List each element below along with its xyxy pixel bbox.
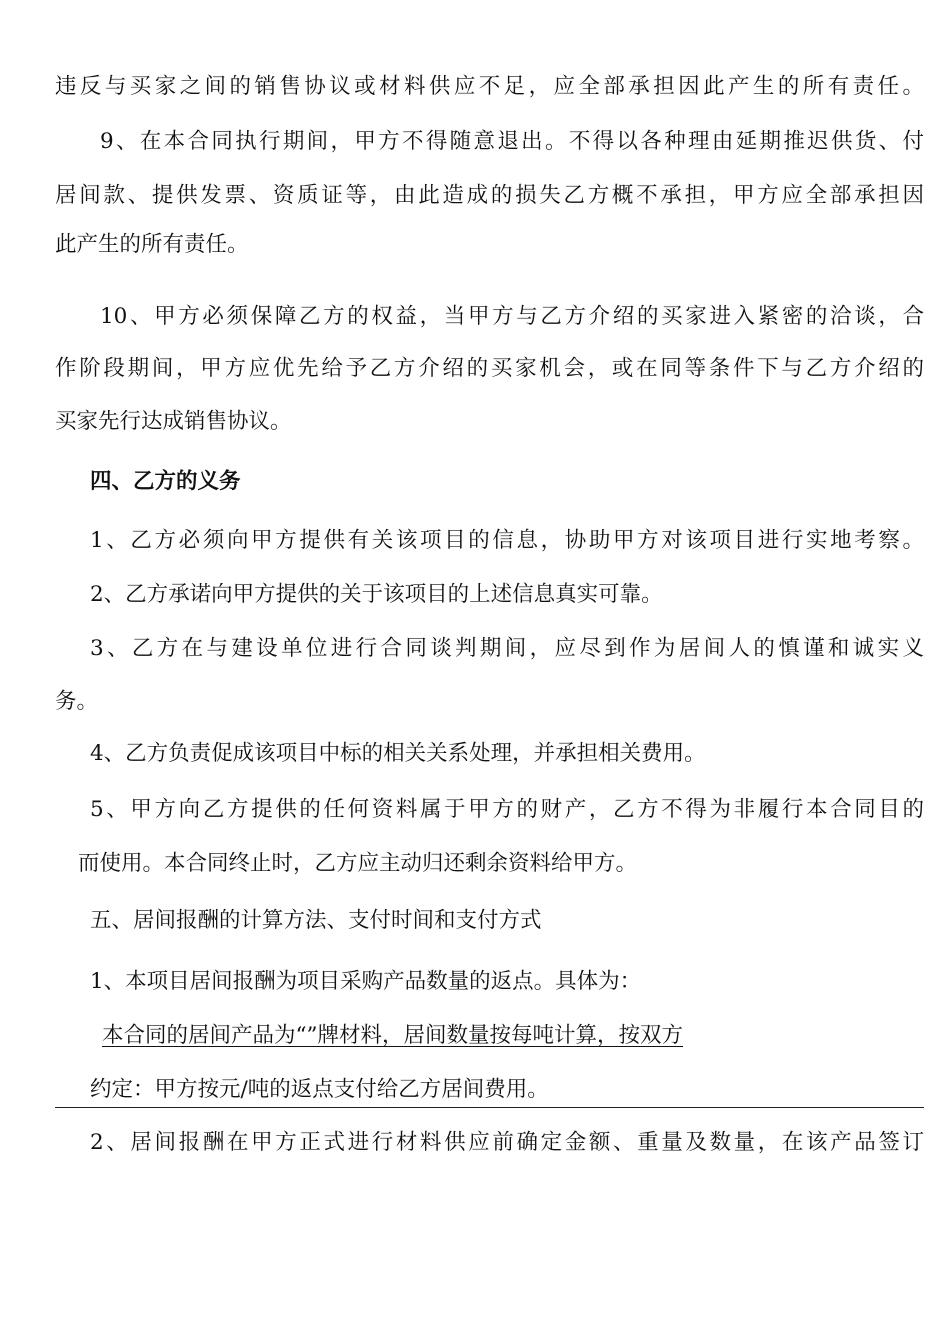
duty-4: 4、乙方负责促成该项目中标的相关关系处理，并承担相关费用。: [90, 741, 706, 766]
duty-1: 1、乙方必须向甲方提供有关该项目的信息，协助甲方对该项目进行实地考察。: [90, 528, 924, 553]
duty-3-line-1: 3、乙方在与建设单位进行合同谈判期间，应尽到作为居间人的慎谨和诚实义: [90, 636, 924, 661]
clause-9-line-2: 居间款、提供发票、资质证等，由此造成的损失乙方概不承担，甲方应全部承担因: [55, 183, 924, 208]
duty-2: 2、乙方承诺向甲方提供的关于该项目的上述信息真实可靠。: [90, 582, 663, 607]
paragraph-line: 违反与买家之间的销售协议或材料供应不足，应全部承担因此产生的所有责任。: [55, 74, 924, 99]
duty-5-line-2: 而使用。本合同终止时，乙方应主动归还剩余资料给甲方。: [78, 851, 638, 876]
section-heading-4: 四、乙方的义务: [90, 469, 241, 494]
section-heading-5: 五、居间报酬的计算方法、支付时间和支付方式: [90, 908, 542, 933]
clause-9-line-3: 此产生的所有责任。: [55, 232, 249, 257]
duty-3-line-2: 务。: [55, 689, 99, 714]
fee-clause-1-underlined-detail: 本合同的居间产品为“”牌材料，居间数量按每吨计算，按双方: [102, 1023, 683, 1048]
fee-clause-1: 1、本项目居间报酬为项目采购产品数量的返点。具体为：: [90, 969, 642, 994]
clause-10-line-1: 10、甲方必须保障乙方的权益，当甲方与乙方介绍的买家进入紧密的洽谈，合: [100, 304, 924, 329]
clause-10-line-3: 买家先行达成销售协议。: [55, 409, 292, 434]
clause-9-line-1: 9、在本合同执行期间，甲方不得随意退出。不得以各种理由延期推迟供货、付: [100, 129, 924, 154]
duty-5-line-1: 5、甲方向乙方提供的任何资料属于甲方的财产，乙方不得为非履行本合同目的: [90, 797, 924, 822]
fee-clause-1-agreement: 约定：甲方按元/吨的返点支付给乙方居间费用。: [90, 1077, 549, 1102]
horizontal-rule: [55, 1107, 924, 1108]
fee-clause-2-line-1: 2、居间报酬在甲方正式进行材料供应前确定金额、重量及数量，在该产品签订: [90, 1130, 924, 1155]
clause-10-line-2: 作阶段期间，甲方应优先给予乙方介绍的买家机会，或在同等条件下与乙方介绍的: [55, 356, 924, 381]
